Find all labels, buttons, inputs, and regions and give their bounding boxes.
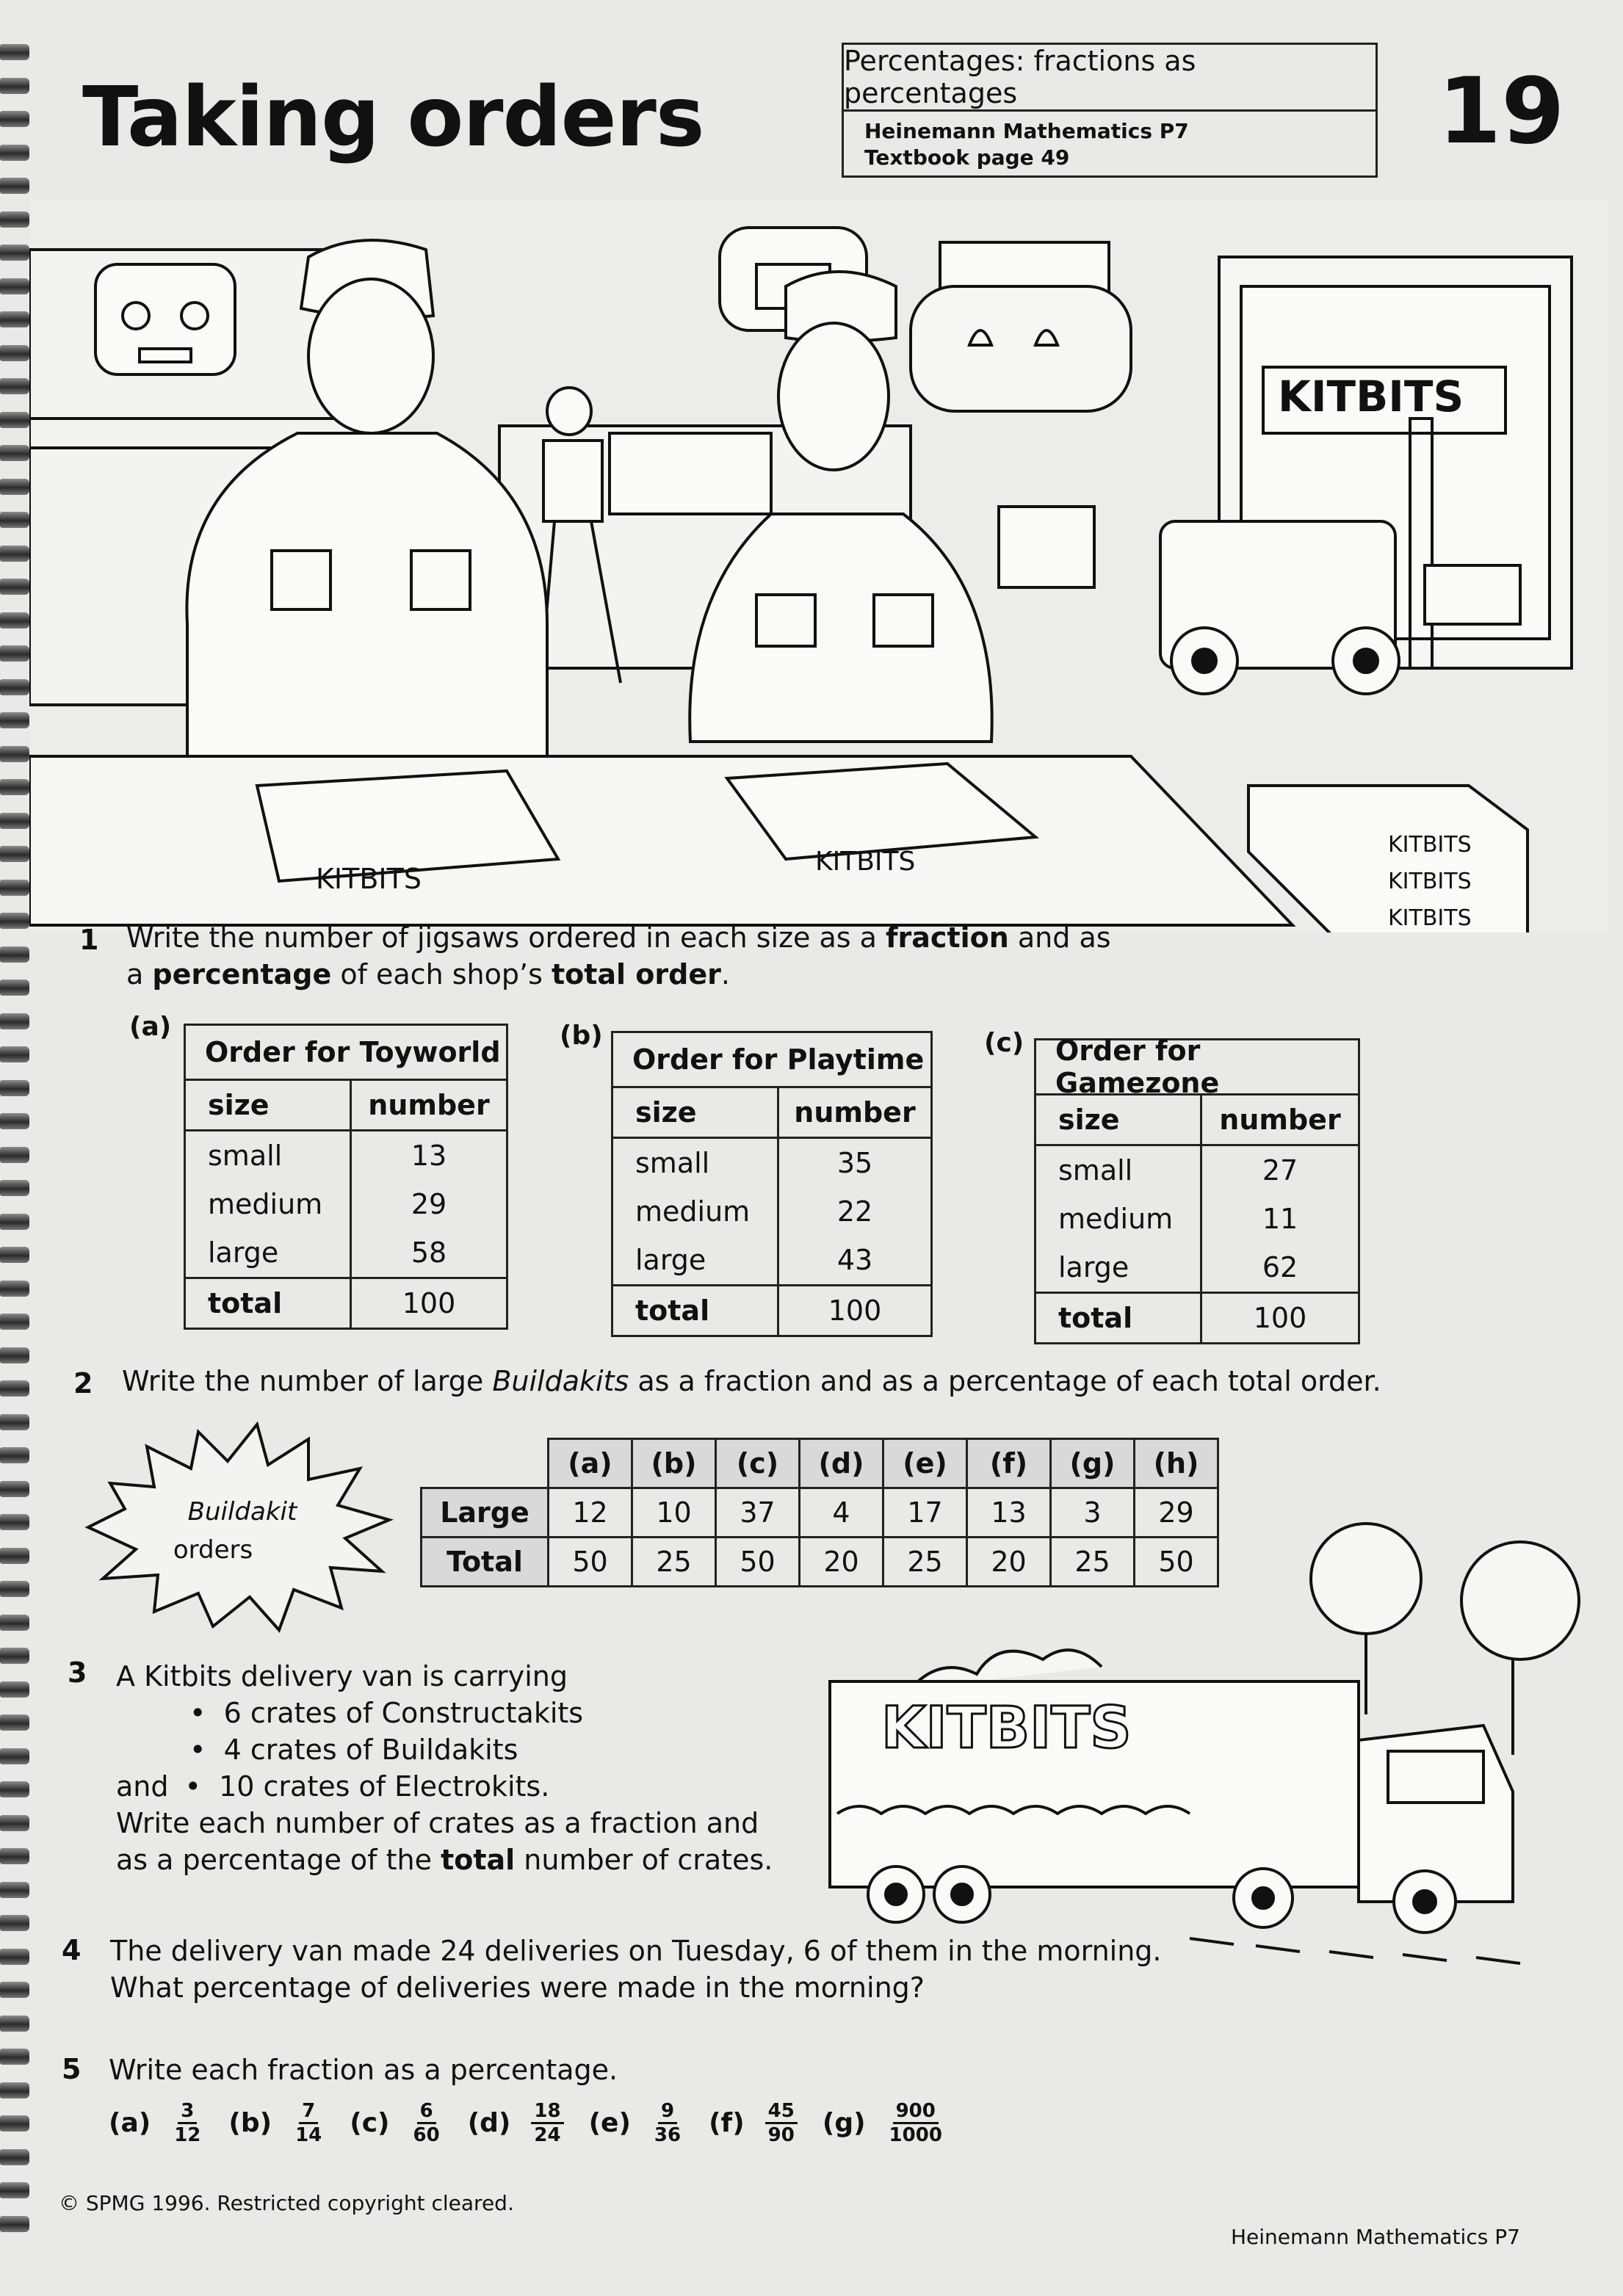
tray-label-1: KITBITS — [316, 863, 422, 895]
binding-ring — [0, 1380, 29, 1397]
fraction-item: (g) 900 1000 — [822, 2100, 942, 2146]
table-row: small 13 — [186, 1131, 506, 1180]
table-title: Order for Playtime — [613, 1033, 930, 1088]
binding-ring — [0, 345, 29, 361]
binding-ring — [0, 1982, 29, 1998]
binding-ring — [0, 1581, 29, 1597]
q4-number: 4 — [62, 1934, 82, 1966]
binding-ring — [0, 145, 29, 161]
binding-ring — [0, 178, 29, 194]
table-title: Order for Toyworld — [186, 1026, 506, 1081]
q2-number: 2 — [73, 1367, 93, 1399]
page-title: Taking orders — [82, 70, 704, 165]
table-row-large: Large 12 10 37 4 17 13 3 29 — [422, 1488, 1218, 1538]
binding-ring — [0, 979, 29, 996]
delivery-van-illustration — [786, 1498, 1601, 1968]
q2-text: Write the number of large Buildakits as a fraction and as a percentage of each total order. — [122, 1365, 1381, 1397]
topic-box — [842, 43, 1378, 178]
binding-ring — [0, 779, 29, 795]
binding-ring — [0, 1748, 29, 1764]
binding-ring — [0, 746, 29, 762]
fraction-item: (d) 18 24 — [468, 2100, 564, 2146]
binding-ring — [0, 546, 29, 562]
q1a-label: (a) — [129, 1012, 172, 1042]
q1b-label: (b) — [560, 1021, 603, 1051]
table-total-row: total 100 — [613, 1284, 930, 1335]
table-total-row: total 100 — [1036, 1292, 1358, 1342]
table-row: medium 29 — [186, 1180, 506, 1228]
table-row: large 43 — [613, 1236, 930, 1284]
table-header-row: (a) (b) (c) (d) (e) (f) (g) (h) — [422, 1439, 1218, 1488]
burst-line2: orders — [173, 1535, 253, 1565]
binding-ring — [0, 78, 29, 94]
binding-ring — [0, 445, 29, 461]
binding-ring — [0, 1714, 29, 1731]
toyworld-table — [184, 1024, 508, 1330]
binding-ring — [0, 1147, 29, 1163]
playtime-table — [611, 1031, 933, 1337]
binding-ring — [0, 1548, 29, 1564]
binding-ring — [0, 880, 29, 896]
table-total-row: total 100 — [186, 1277, 506, 1328]
binding-ring — [0, 2016, 29, 2032]
table-row: small 27 — [1036, 1146, 1358, 1195]
binding-ring — [0, 2082, 29, 2098]
fraction-item: (b) 7 14 — [228, 2100, 322, 2146]
source-reference — [864, 118, 1189, 171]
binding-ring — [0, 2182, 29, 2198]
binding-ring — [0, 813, 29, 829]
binding-ring — [0, 645, 29, 662]
binding-ring — [0, 1815, 29, 1831]
binding-ring — [0, 1447, 29, 1463]
factory-illustration — [29, 198, 1608, 932]
q1-number: 1 — [79, 924, 99, 956]
binding-ring — [0, 1781, 29, 1797]
table-row: large 58 — [186, 1228, 506, 1277]
binding-ring — [0, 278, 29, 294]
binding-ring — [0, 1013, 29, 1029]
fraction-item: (c) 6 60 — [350, 2100, 440, 2146]
binding-ring — [0, 378, 29, 394]
binding-ring — [0, 1414, 29, 1430]
crate-label-2: KITBITS — [1388, 869, 1472, 894]
binding-ring — [0, 1281, 29, 1297]
binding-ring — [0, 712, 29, 728]
book-name: Heinemann Mathematics P7 — [864, 119, 1189, 143]
binding-ring — [0, 913, 29, 929]
q4-text: The delivery van made 24 deliveries on Tuesday, 6 of them in the morning. What percentage of deliveries were made in the morning? — [110, 1935, 1162, 2004]
binding-ring — [0, 412, 29, 428]
binding-ring — [0, 44, 29, 60]
table-header-row: size number — [1036, 1096, 1358, 1146]
footer-book-name: Heinemann Mathematics P7 — [1231, 2225, 1520, 2249]
binding-ring — [0, 1481, 29, 1497]
binding-ring — [0, 2216, 29, 2232]
binding-ring — [0, 1949, 29, 1965]
binding-ring — [0, 1615, 29, 1631]
table-header-row: size number — [186, 1081, 506, 1131]
page-number: 19 — [1438, 59, 1565, 164]
binding-ring — [0, 311, 29, 327]
binding-ring — [0, 1514, 29, 1530]
tray-label-2: KITBITS — [815, 847, 916, 877]
binding-ring — [0, 479, 29, 495]
q5-text: Write each fraction as a percentage. — [109, 2054, 618, 2086]
binding-ring — [0, 245, 29, 261]
gamezone-table — [1034, 1035, 1360, 1344]
warehouse-sign: KITBITS — [1278, 372, 1464, 421]
binding-ring — [0, 946, 29, 963]
binding-ring — [0, 512, 29, 528]
table-row: medium 22 — [613, 1187, 930, 1236]
copyright-notice: © SPMG 1996. Restricted copyright cleared. — [59, 2191, 514, 2215]
binding-ring — [0, 612, 29, 629]
burst-line1: Buildakit — [187, 1497, 297, 1527]
q3-number: 3 — [68, 1656, 87, 1689]
binding-ring — [0, 579, 29, 595]
binding-ring — [0, 1314, 29, 1330]
binding-ring — [0, 1247, 29, 1263]
binding-ring — [0, 1180, 29, 1196]
binding-ring — [0, 211, 29, 228]
table-row-total: Total 50 25 50 20 25 20 25 50 — [422, 1538, 1218, 1587]
table-row: large 62 — [1036, 1243, 1358, 1292]
crate-label-3: KITBITS — [1388, 905, 1472, 931]
binding-ring — [0, 2049, 29, 2065]
table-row: small 35 — [613, 1139, 930, 1187]
binding-ring — [0, 1046, 29, 1062]
binding-ring — [0, 1915, 29, 1931]
binding-ring — [0, 1648, 29, 1664]
fraction-list — [109, 2100, 970, 2146]
q1-text: Write the number of jigsaws ordered in each size as a fraction and as a percentage of each shop’s total order. — [126, 921, 1111, 991]
binding-ring — [0, 1848, 29, 1864]
binding-ring — [0, 111, 29, 127]
fraction-item: (f) 45 90 — [709, 2100, 798, 2146]
binding-ring — [0, 2115, 29, 2132]
fraction-item: (e) 9 36 — [588, 2100, 682, 2146]
binding-ring — [0, 1113, 29, 1129]
q3-text: A Kitbits delivery van is carrying • 6 crates of Constructakits • 4 crates of Buildakits and • 10 crates of Electrokits. Write each number of crates as a fraction and as a percentage of the total number of crates. — [116, 1660, 773, 1876]
q5-number: 5 — [62, 2053, 82, 2085]
binding-ring — [0, 1080, 29, 1096]
table-title: Order for Gamezone — [1036, 1040, 1358, 1096]
binding-ring — [0, 679, 29, 695]
binding-ring — [0, 1681, 29, 1698]
binding-ring — [0, 1882, 29, 1898]
textbook-page: Textbook page 49 — [864, 145, 1070, 170]
topic-title: Percentages: fractions as percentages — [844, 45, 1376, 112]
table-row: medium 11 — [1036, 1195, 1358, 1243]
buildakit-orders-burst — [73, 1417, 397, 1637]
binding-ring — [0, 1347, 29, 1364]
table-header-row: size number — [613, 1088, 930, 1139]
crate-label-1: KITBITS — [1388, 832, 1472, 858]
binding-ring — [0, 846, 29, 862]
q1c-label: (c) — [984, 1028, 1024, 1058]
van-brand: KITBITS — [881, 1695, 1132, 1761]
fraction-item: (a) 3 12 — [109, 2100, 201, 2146]
binding-ring — [0, 2149, 29, 2165]
binding-ring — [0, 1214, 29, 1230]
